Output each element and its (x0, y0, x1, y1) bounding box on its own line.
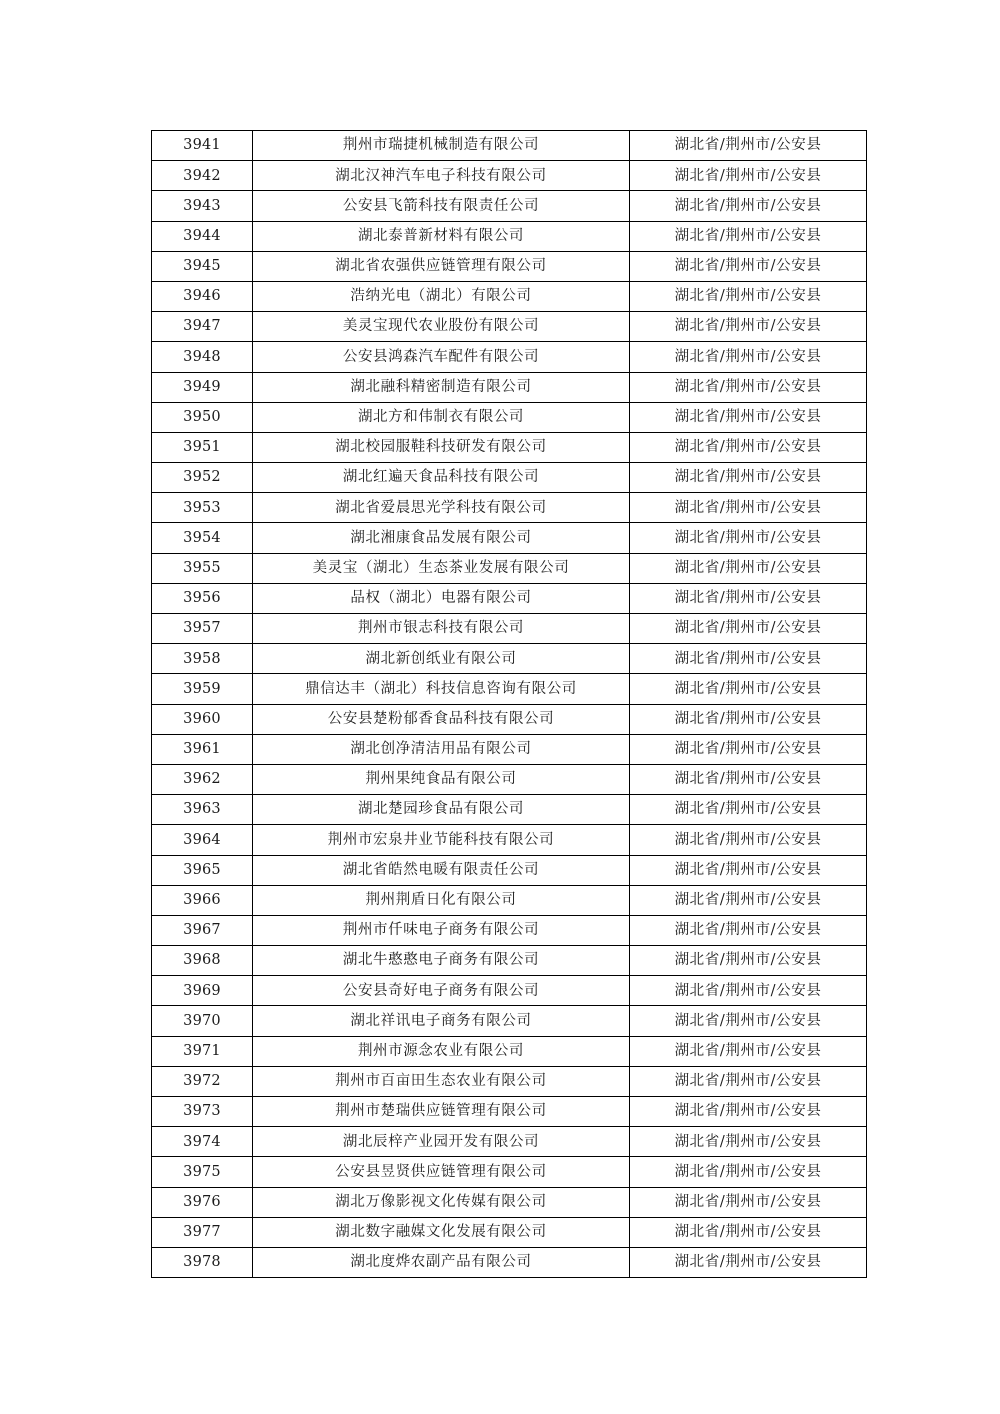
company-name-cell: 湖北方和伟制衣有限公司 (253, 402, 630, 432)
document-page (151, 130, 866, 1278)
row-number-cell: 3948 (152, 342, 253, 372)
row-number-cell: 3955 (152, 553, 253, 583)
company-name-cell: 美灵宝（湖北）生态茶业发展有限公司 (253, 553, 630, 583)
table-row (152, 946, 867, 976)
company-name-cell: 湖北泰普新材料有限公司 (253, 221, 630, 251)
company-name-cell: 荆州市仟味电子商务有限公司 (253, 915, 630, 945)
location-cell: 湖北省/荆州市/公安县 (630, 674, 867, 704)
row-number-cell: 3977 (152, 1217, 253, 1247)
company-name-cell: 湖北创净清洁用品有限公司 (253, 734, 630, 764)
location-cell: 湖北省/荆州市/公安县 (630, 1157, 867, 1187)
location-cell: 湖北省/荆州市/公安县 (630, 795, 867, 825)
company-name-cell: 荆州市源念农业有限公司 (253, 1036, 630, 1066)
table-row (152, 432, 867, 462)
location-cell: 湖北省/荆州市/公安县 (630, 553, 867, 583)
row-number-cell: 3953 (152, 493, 253, 523)
company-name-cell: 湖北汉神汽车电子科技有限公司 (253, 161, 630, 191)
location-cell: 湖北省/荆州市/公安县 (630, 734, 867, 764)
company-name-cell: 公安县昱贤供应链管理有限公司 (253, 1157, 630, 1187)
company-name-cell: 湖北万像影视文化传媒有限公司 (253, 1187, 630, 1217)
row-number-cell: 3968 (152, 946, 253, 976)
location-cell: 湖北省/荆州市/公安县 (630, 915, 867, 945)
table-body (152, 131, 867, 1278)
table-row (152, 644, 867, 674)
location-cell: 湖北省/荆州市/公安县 (630, 191, 867, 221)
table-row (152, 674, 867, 704)
company-name-cell: 湖北牛憨憨电子商务有限公司 (253, 946, 630, 976)
row-number-cell: 3972 (152, 1066, 253, 1096)
table-row (152, 583, 867, 613)
location-cell: 湖北省/荆州市/公安县 (630, 372, 867, 402)
location-cell: 湖北省/荆州市/公安县 (630, 644, 867, 674)
row-number-cell: 3963 (152, 795, 253, 825)
table-row (152, 342, 867, 372)
row-number-cell: 3961 (152, 734, 253, 764)
table-row (152, 795, 867, 825)
row-number-cell: 3960 (152, 704, 253, 734)
table-row (152, 161, 867, 191)
row-number-cell: 3978 (152, 1247, 253, 1277)
row-number-cell: 3976 (152, 1187, 253, 1217)
table-row (152, 553, 867, 583)
company-name-cell: 美灵宝现代农业股份有限公司 (253, 312, 630, 342)
company-name-cell: 湖北新创纸业有限公司 (253, 644, 630, 674)
table-row (152, 402, 867, 432)
table-row (152, 855, 867, 885)
location-cell: 湖北省/荆州市/公安县 (630, 161, 867, 191)
table-row (152, 704, 867, 734)
location-cell: 湖北省/荆州市/公安县 (630, 704, 867, 734)
company-name-cell: 荆州市银志科技有限公司 (253, 614, 630, 644)
company-name-cell: 荆州市楚瑞供应链管理有限公司 (253, 1097, 630, 1127)
row-number-cell: 3942 (152, 161, 253, 191)
table-row (152, 1097, 867, 1127)
row-number-cell: 3958 (152, 644, 253, 674)
row-number-cell: 3950 (152, 402, 253, 432)
row-number-cell: 3947 (152, 312, 253, 342)
location-cell: 湖北省/荆州市/公安县 (630, 583, 867, 613)
row-number-cell: 3966 (152, 885, 253, 915)
company-name-cell: 湖北校园服鞋科技研发有限公司 (253, 432, 630, 462)
table-row (152, 1006, 867, 1036)
company-name-cell: 湖北祥讯电子商务有限公司 (253, 1006, 630, 1036)
location-cell: 湖北省/荆州市/公安县 (630, 523, 867, 553)
row-number-cell: 3970 (152, 1006, 253, 1036)
location-cell: 湖北省/荆州市/公安县 (630, 764, 867, 794)
row-number-cell: 3954 (152, 523, 253, 553)
company-name-cell: 湖北度烨农副产品有限公司 (253, 1247, 630, 1277)
company-name-cell: 荆州荆盾日化有限公司 (253, 885, 630, 915)
row-number-cell: 3973 (152, 1097, 253, 1127)
table-row (152, 523, 867, 553)
table-row (152, 221, 867, 251)
company-name-cell: 浩纳光电（湖北）有限公司 (253, 281, 630, 311)
location-cell: 湖北省/荆州市/公安县 (630, 1247, 867, 1277)
row-number-cell: 3945 (152, 251, 253, 281)
row-number-cell: 3946 (152, 281, 253, 311)
location-cell: 湖北省/荆州市/公安县 (630, 493, 867, 523)
table-row (152, 281, 867, 311)
company-name-cell: 湖北红遍天食品科技有限公司 (253, 463, 630, 493)
location-cell: 湖北省/荆州市/公安县 (630, 1006, 867, 1036)
table-row (152, 131, 867, 161)
table-row (152, 463, 867, 493)
location-cell: 湖北省/荆州市/公安县 (630, 251, 867, 281)
location-cell: 湖北省/荆州市/公安县 (630, 1097, 867, 1127)
location-cell: 湖北省/荆州市/公安县 (630, 312, 867, 342)
location-cell: 湖北省/荆州市/公安县 (630, 1187, 867, 1217)
table-row (152, 1157, 867, 1187)
table-row (152, 372, 867, 402)
location-cell: 湖北省/荆州市/公安县 (630, 281, 867, 311)
row-number-cell: 3974 (152, 1127, 253, 1157)
table-row (152, 191, 867, 221)
company-name-cell: 荆州市宏泉井业节能科技有限公司 (253, 825, 630, 855)
company-name-cell: 湖北融科精密制造有限公司 (253, 372, 630, 402)
location-cell: 湖北省/荆州市/公安县 (630, 342, 867, 372)
company-name-cell: 公安县楚粉郁香食品科技有限公司 (253, 704, 630, 734)
location-cell: 湖北省/荆州市/公安县 (630, 976, 867, 1006)
company-name-cell: 公安县飞箭科技有限责任公司 (253, 191, 630, 221)
row-number-cell: 3965 (152, 855, 253, 885)
row-number-cell: 3959 (152, 674, 253, 704)
location-cell: 湖北省/荆州市/公安县 (630, 221, 867, 251)
location-cell: 湖北省/荆州市/公安县 (630, 131, 867, 161)
row-number-cell: 3975 (152, 1157, 253, 1187)
table-row (152, 493, 867, 523)
company-name-cell: 公安县鸿森汽车配件有限公司 (253, 342, 630, 372)
location-cell: 湖北省/荆州市/公安县 (630, 463, 867, 493)
company-name-cell: 荆州果纯食品有限公司 (253, 764, 630, 794)
table-row (152, 976, 867, 1006)
table-row (152, 312, 867, 342)
location-cell: 湖北省/荆州市/公安县 (630, 885, 867, 915)
company-name-cell: 品权（湖北）电器有限公司 (253, 583, 630, 613)
table-row (152, 734, 867, 764)
location-cell: 湖北省/荆州市/公安县 (630, 855, 867, 885)
location-cell: 湖北省/荆州市/公安县 (630, 825, 867, 855)
row-number-cell: 3971 (152, 1036, 253, 1066)
table-row (152, 1187, 867, 1217)
table-row (152, 1217, 867, 1247)
company-table (151, 130, 867, 1278)
row-number-cell: 3949 (152, 372, 253, 402)
table-row (152, 1036, 867, 1066)
company-name-cell: 湖北湘康食品发展有限公司 (253, 523, 630, 553)
row-number-cell: 3941 (152, 131, 253, 161)
row-number-cell: 3956 (152, 583, 253, 613)
row-number-cell: 3951 (152, 432, 253, 462)
row-number-cell: 3964 (152, 825, 253, 855)
row-number-cell: 3943 (152, 191, 253, 221)
table-row (152, 1066, 867, 1096)
table-row (152, 614, 867, 644)
table-row (152, 251, 867, 281)
table-row (152, 1127, 867, 1157)
company-name-cell: 湖北省农强供应链管理有限公司 (253, 251, 630, 281)
row-number-cell: 3962 (152, 764, 253, 794)
company-name-cell: 湖北楚园珍食品有限公司 (253, 795, 630, 825)
location-cell: 湖北省/荆州市/公安县 (630, 1217, 867, 1247)
location-cell: 湖北省/荆州市/公安县 (630, 614, 867, 644)
company-name-cell: 湖北省皓然电暖有限责任公司 (253, 855, 630, 885)
company-name-cell: 鼎信达丰（湖北）科技信息咨询有限公司 (253, 674, 630, 704)
row-number-cell: 3957 (152, 614, 253, 644)
company-name-cell: 公安县奇好电子商务有限公司 (253, 976, 630, 1006)
row-number-cell: 3969 (152, 976, 253, 1006)
table-row (152, 915, 867, 945)
table-row (152, 764, 867, 794)
company-name-cell: 荆州市百亩田生态农业有限公司 (253, 1066, 630, 1096)
table-row (152, 825, 867, 855)
company-name-cell: 湖北辰梓产业园开发有限公司 (253, 1127, 630, 1157)
company-name-cell: 荆州市瑞捷机械制造有限公司 (253, 131, 630, 161)
row-number-cell: 3967 (152, 915, 253, 945)
location-cell: 湖北省/荆州市/公安县 (630, 946, 867, 976)
location-cell: 湖北省/荆州市/公安县 (630, 1066, 867, 1096)
location-cell: 湖北省/荆州市/公安县 (630, 402, 867, 432)
company-name-cell: 湖北省爱晨思光学科技有限公司 (253, 493, 630, 523)
company-name-cell: 湖北数字融媒文化发展有限公司 (253, 1217, 630, 1247)
table-row (152, 885, 867, 915)
table-row (152, 1247, 867, 1277)
row-number-cell: 3944 (152, 221, 253, 251)
location-cell: 湖北省/荆州市/公安县 (630, 1036, 867, 1066)
location-cell: 湖北省/荆州市/公安县 (630, 432, 867, 462)
location-cell: 湖北省/荆州市/公安县 (630, 1127, 867, 1157)
row-number-cell: 3952 (152, 463, 253, 493)
